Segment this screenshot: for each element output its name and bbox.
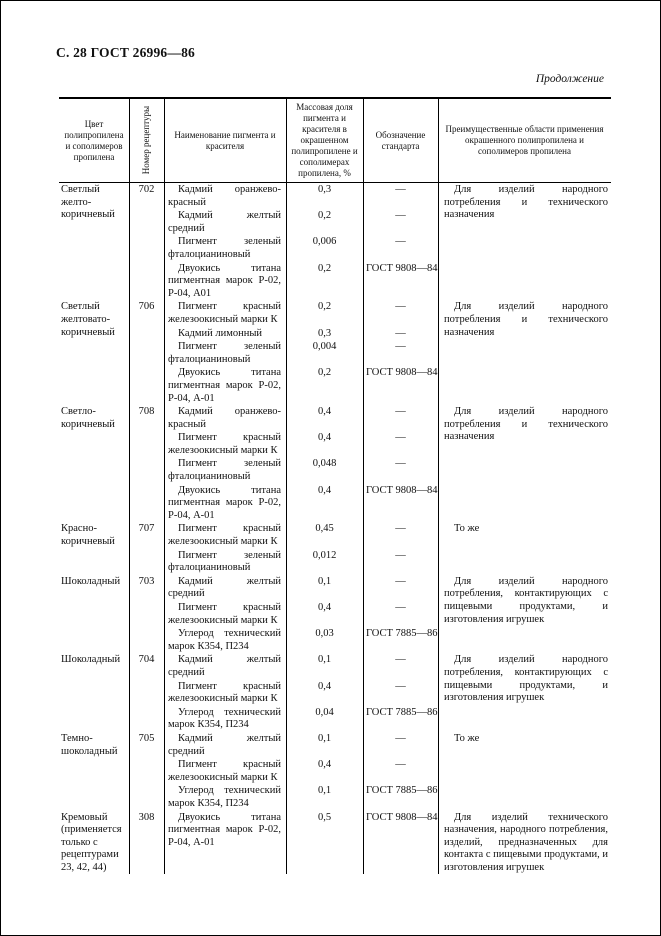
standard-designation-cell: — [395,759,406,771]
column-header-usage-areas: Преимущественные области применения окрашенного полипропилена и сополимеров пропилена [445,124,604,156]
color-name-cell: Темно-шоколадный [61,732,118,757]
column-rule-1 [129,99,130,874]
mass-fraction-cell: 0,5 [317,811,332,823]
standard-designation-cell: ГОСТ 7885—86 [366,706,438,718]
column-rule-3 [286,99,287,874]
mass-fraction-cell: 0,45 [315,523,334,535]
table-row-group [59,522,611,574]
table-row-group [59,183,611,300]
pigment-name-cell: Двуокись титана пигментная марок Р-02, Р-04, А-01 [168,367,281,404]
standard-designation-cell: — [395,549,406,561]
usage-area-cell: Для изделий народного потребления и технического назначения [444,406,608,443]
mass-fraction-cell: 0,4 [317,406,332,418]
pigment-name-cell: Кадмий лимонный [178,327,263,339]
column-rule-2 [164,99,165,874]
color-name-cell: Кремовый (применяется только с рецептурами 23, 42, 44) [61,811,122,873]
pigment-name-cell: Кадмий желтый средний [168,575,281,600]
pigment-name-cell: Пигмент красный железоокисный марки К [168,759,281,783]
table-row-group [59,653,611,732]
usage-area-cell: То же [454,523,480,535]
pigment-name-cell: Пигмент красный железоокисный марки К [168,432,281,456]
pigment-name-cell: Пигмент красный железоокисный марки К [168,523,281,548]
color-name-cell: Шоколадный [61,575,121,587]
column-header-mass-fraction: Массовая доля пигмента и красителя в окрашенном полипропилене и сополимерах пропилена, % [291,102,358,178]
color-name-cell: Светлый желто-коричневый [61,184,115,221]
standard-designation-cell: — [395,210,406,222]
standard-designation-cell: — [395,458,406,470]
standard-designation-cell: ГОСТ 9808—84 [366,367,438,379]
standard-designation-cell: — [395,301,406,313]
standard-designation-cell: — [395,523,406,535]
column-header-standard: Обозначение стандарта [375,129,426,151]
mass-fraction-cell: 0,4 [317,759,332,771]
table-row-group [59,732,611,811]
pigment-name-cell: Двуокись титана пигментная марок Р-02, Р-04, А-01 [168,811,281,848]
standard-designation-cell: — [395,575,406,587]
mass-fraction-cell: 0,2 [317,301,332,313]
mass-fraction-cell: 0,4 [317,680,332,692]
standard-designation-cell: — [395,341,406,353]
standard-designation-cell: — [395,236,406,248]
recipe-number-cell: 703 [138,575,155,587]
mass-fraction-cell: 0,1 [317,785,332,797]
continuation-note: Продолжение [535,73,604,85]
mass-fraction-cell: 0,2 [317,262,332,274]
pigment-name-cell: Пигмент зеленый фталоцианиновый [168,341,281,365]
color-name-cell: Красно-коричневый [61,523,115,548]
pigment-name-cell: Пигмент красный железоокисный марки К [168,602,281,626]
mass-fraction-cell: 0,012 [312,549,337,561]
mass-fraction-cell: 0,4 [317,484,332,496]
standard-designation-cell: — [395,327,406,339]
recipe-number-cell: 707 [138,523,155,535]
standard-designation-cell: ГОСТ 7885—86 [366,785,438,797]
pigment-name-cell: Углерод технический марок К354, П234 [168,785,281,809]
column-rule-5 [438,99,439,874]
standard-designation-cell: — [395,406,406,418]
pigment-name-cell: Углерод технический марок К354, П234 [168,628,281,652]
pigment-name-cell: Углерод технический марок К354, П234 [168,706,281,731]
mass-fraction-cell: 0,4 [317,602,332,613]
mass-fraction-cell: 0,1 [317,732,332,744]
pigment-name-cell: Двуокись титана пигментная марок Р-02, Р-04, А01 [168,262,281,299]
usage-area-cell: Для изделий народного потребления и технического назначения [444,184,608,221]
mass-fraction-cell: 0,2 [317,210,332,222]
mass-fraction-cell: 0,4 [317,432,332,444]
mass-fraction-cell: 0,048 [312,458,337,470]
pigment-table [59,97,611,874]
recipe-number-cell: 702 [138,184,155,195]
mass-fraction-cell: 0,1 [317,654,332,666]
standard-designation-cell: ГОСТ 9808—84 [366,484,438,496]
standard-designation-cell: — [395,184,406,195]
pigment-name-cell: Пигмент зеленый фталоцианиновый [168,458,281,483]
mass-fraction-cell: 0,3 [317,327,332,339]
table-row-group [59,300,611,405]
table-body [59,183,611,874]
usage-area-cell: Для изделий народного потребления, контактирующих с пищевыми продуктами, и изготовления игрушек [444,654,608,704]
standard-designation-cell: — [395,654,406,666]
table-row-group [59,811,611,875]
pigment-name-cell: Кадмий оранжево-красный [168,406,281,430]
recipe-number-cell: 705 [138,732,155,744]
pigment-name-cell: Пигмент зеленый фталоцианиновый [168,549,281,574]
mass-fraction-cell: 0,04 [315,706,334,718]
standard-designation-cell: — [395,602,406,613]
page-header: С. 28 ГОСТ 26996—86 [56,45,195,60]
standard-designation-cell: ГОСТ 9808—84 [366,811,438,823]
recipe-number-cell: 708 [138,406,155,418]
color-name-cell: Светло-коричневый [61,406,115,430]
usage-area-cell: То же [454,732,480,744]
pigment-name-cell: Кадмий желтый средний [168,210,281,234]
color-name-cell: Светлый желтовато-коричневый [61,301,115,338]
recipe-number-cell: 704 [138,654,155,666]
mass-fraction-cell: 0,006 [312,236,337,248]
pigment-name-cell: Двуокись титана пигментная марок Р-02, Р-04, А-01 [168,484,281,521]
column-header-recipe-number: Номер рецептуры [141,106,151,175]
color-name-cell: Шоколадный [61,654,121,666]
recipe-number-cell: 308 [138,811,155,823]
mass-fraction-cell: 0,2 [317,367,332,379]
table-row-group [59,405,611,522]
pigment-name-cell: Пигмент красный железоокисный марки К [168,301,281,325]
mass-fraction-cell: 0,3 [317,184,332,195]
usage-area-cell: Для изделий народного потребления, контактирующих с пищевыми продуктами, и изготовления игрушек [444,575,608,625]
standard-designation-cell: — [395,732,406,744]
mass-fraction-cell: 0,1 [317,575,332,587]
usage-area-cell: Для изделий народного потребления и технического назначения [444,301,608,338]
pigment-name-cell: Пигмент зеленый фталоцианиновый [168,236,281,260]
column-header-pigment-name: Наименование пигмента и красителя [174,129,276,151]
table-header-row [59,99,611,183]
pigment-name-cell: Кадмий желтый средний [168,732,281,757]
standard-designation-cell: — [395,432,406,444]
standard-designation-cell: ГОСТ 7885—86 [366,628,438,640]
column-header-color: Цвет полипропилена и сополимеров пропилена [64,118,124,162]
pigment-name-cell: Кадмий желтый средний [168,654,281,678]
mass-fraction-cell: 0,03 [315,628,334,640]
standard-designation-cell: — [395,680,406,692]
pigment-name-cell: Кадмий оранжево-красный [168,184,281,208]
recipe-number-cell: 706 [138,301,155,313]
standard-designation-cell: ГОСТ 9808—84 [366,262,438,274]
column-rule-4 [363,99,364,874]
mass-fraction-cell: 0,004 [312,341,337,353]
usage-area-cell: Для изделий технического назначения, народного потребления, изделий, предназначенных для контакта с пищевыми продуктами, и изготовления игрушек [444,811,608,873]
table-row-group [59,575,611,654]
pigment-name-cell: Пигмент красный железоокисный марки К [168,680,281,705]
